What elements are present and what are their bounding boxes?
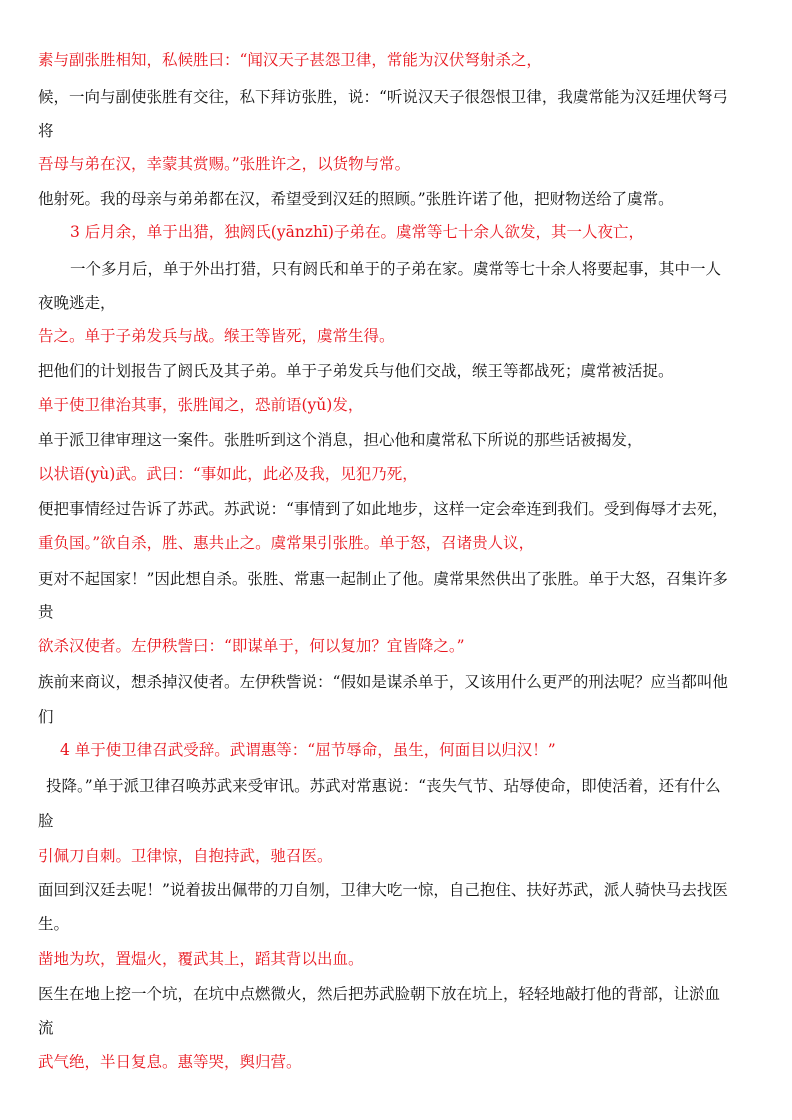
original-text-line: 4 单于使卫律召武受辞。武谓惠等：“屈节辱命，虽生，何面目以归汉！” — [60, 741, 556, 759]
translation-text-line: 生。 — [38, 915, 70, 933]
original-text-line: 素与副张胜相知，私候胜曰：“闻汉天子甚怨卫律，常能为汉伏弩射杀之， — [38, 51, 542, 69]
original-text-line: 单于使卫律治其事，张胜闻之，恐前语(yǔ)发， — [38, 396, 364, 414]
original-text-line: 凿地为坎，置煴火，覆武其上，蹈其背以出血。 — [38, 950, 364, 968]
translation-text-line: 夜晚逃走， — [38, 294, 116, 312]
translation-text-line: 更对不起国家！”因此想自杀。张胜、常惠一起制止了他。虞常果然供出了张胜。单于大怒，召集许多 — [38, 570, 728, 588]
translation-text-line: 面回到汉廷去呢！”说着拔出佩带的刀自刎，卫律大吃一惊，自己抱住、扶好苏武，派人骑快马去找医 — [38, 881, 728, 899]
original-text-line: 吾母与弟在汉，幸蒙其赏赐。”张胜许之，以货物与常。 — [38, 155, 411, 173]
translation-text-line: 投降。”单于派卫律召唤苏武来受审讯。苏武对常惠说：“丧失气节、玷辱使命，即使活着，还有什么 — [46, 777, 721, 795]
translation-text-line: 他射死。我的母亲与弟弟都在汉，希望受到汉廷的照顾。”张胜许诺了他，把财物送给了虞常。 — [38, 190, 674, 208]
translation-text-line: 们 — [38, 708, 54, 726]
translation-text-line: 把他们的计划报告了阏氏及其子弟。单于子弟发兵与他们交战，缑王等都战死；虞常被活捉。 — [38, 362, 674, 380]
translation-text-line: 便把事情经过告诉了苏武。苏武说：“事情到了如此地步，这样一定会牵连到我们。受到侮辱才去死， — [38, 500, 728, 518]
translation-text-line: 贵 — [38, 603, 54, 621]
original-text-line: 告之。单于子弟发兵与战。缑王等皆死，虞常生得。 — [38, 327, 395, 345]
translation-text-line: 流 — [38, 1019, 54, 1037]
translation-text-line: 候，一向与副使张胜有交往，私下拜访张胜，说：“听说汉天子很怨恨卫律，我虞常能为汉廷埋伏弩弓 — [38, 88, 728, 106]
translation-text-line: 一个多月后，单于外出打猎，只有阏氏和单于的子弟在家。虞常等七十余人将要起事，其中一人 — [70, 260, 722, 278]
translation-text-line: 族前来商议，想杀掉汉使者。左伊秩訾说：“假如是谋杀单于，又该用什么更严的刑法呢？应当都叫他 — [38, 673, 728, 691]
original-text-line: 以状语(yù)武。武曰：“事如此，此必及我，见犯乃死， — [38, 465, 418, 483]
original-text-line: 3 后月余，单于出猎，独阏氏(yānzhī)子弟在。虞常等七十余人欲发，其一人夜亡， — [70, 223, 644, 241]
translation-text-line: 单于派卫律审理这一案件。张胜听到这个消息，担心他和虞常私下所说的那些话被揭发， — [38, 431, 643, 449]
translation-text-line: 医生在地上挖一个坑，在坑中点燃微火，然后把苏武脸朝下放在坑上，轻轻地敲打他的背部，让淤血 — [38, 985, 721, 1003]
original-text-line: 武气绝，半日复息。惠等哭，舆归营。 — [38, 1053, 302, 1071]
translation-text-line: 将 — [38, 122, 54, 140]
translation-text-line: 脸 — [38, 812, 54, 830]
original-text-line: 引佩刀自刺。卫律惊，自抱持武，驰召医。 — [38, 847, 333, 865]
original-text-line: 欲杀汉使者。左伊秩訾曰：“即谋单于，何以复加？宜皆降之。” — [38, 637, 465, 655]
original-text-line: 重负国。”欲自杀，胜、惠共止之。虞常果引张胜。单于怒，召诸贵人议， — [38, 534, 535, 552]
